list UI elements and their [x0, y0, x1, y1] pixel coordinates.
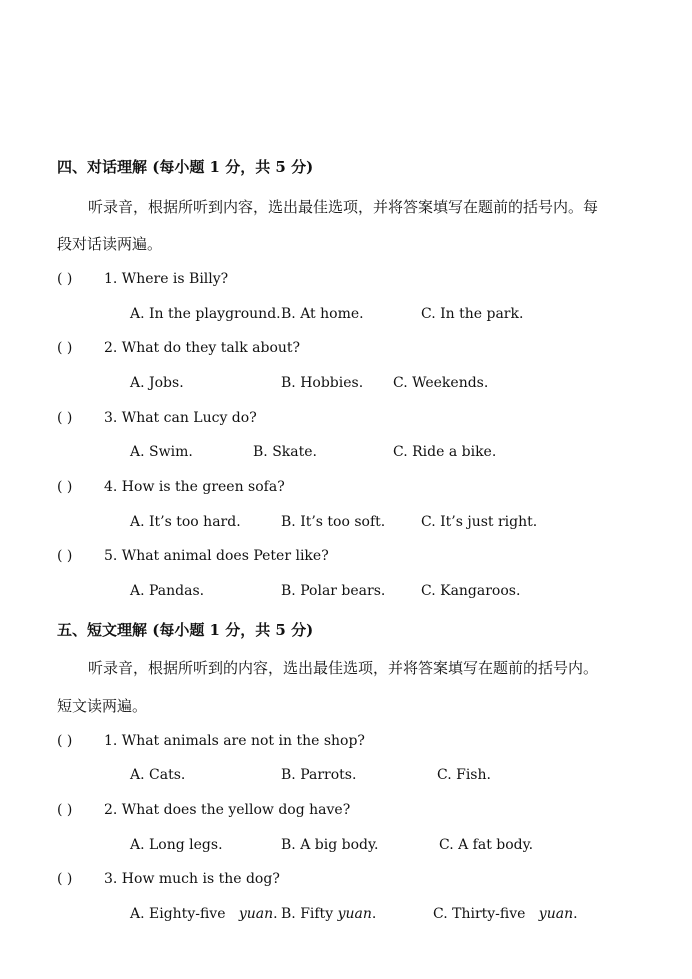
option-c: C. Fish. [437, 767, 491, 783]
question-text: 4. How is the green sofa? [104, 479, 285, 495]
answer-bracket[interactable]: ( ) [57, 340, 73, 356]
option-b: B. Skate. [253, 444, 317, 460]
option-a: A. It’s too hard. [130, 514, 241, 530]
section-4-heading: 四、对话理解 (每小题 1 分，共 5 分) [57, 158, 314, 176]
option-b [281, 906, 376, 922]
option-a-unit: yuan [238, 906, 274, 922]
option-a: A. Swim. [130, 444, 193, 460]
option-c: C. Kangaroos. [421, 583, 521, 599]
option-a: A. In the playground. [130, 306, 281, 322]
answer-bracket[interactable]: ( ) [57, 410, 73, 426]
answer-bracket[interactable]: ( ) [57, 733, 73, 749]
section-5-heading: 五、短文理解 (每小题 1 分，共 5 分) [57, 621, 314, 639]
option-b-dot: . [371, 906, 377, 922]
option-a-dot: . [273, 906, 278, 922]
option-b: B. It’s too soft. [281, 514, 386, 530]
option-c: C. It’s just right. [421, 514, 538, 530]
option-c: C. Weekends. [393, 375, 489, 391]
option-c: C. Ride a bike. [393, 444, 497, 460]
option-c [433, 906, 578, 922]
option-b-text: B. Fifty [281, 906, 334, 922]
question-text: 3. How much is the dog? [104, 871, 280, 887]
answer-bracket[interactable]: ( ) [57, 479, 73, 495]
section-4-instruction-line-2: 段对话读两遍。 [57, 235, 163, 253]
option-b-unit: yuan [337, 906, 372, 922]
question-text: 1. What animals are not in the shop? [104, 733, 365, 749]
question-text: 1. Where is Billy? [104, 271, 229, 287]
option-a: A. Long legs. [130, 837, 223, 853]
option-a: A. Pandas. [130, 583, 205, 599]
question-text: 2. What do they talk about? [104, 340, 301, 356]
answer-bracket[interactable]: ( ) [57, 271, 73, 287]
option-a [130, 906, 278, 922]
answer-bracket[interactable]: ( ) [57, 871, 73, 887]
option-b: B. A big body. [281, 837, 379, 853]
option-b: B. Parrots. [281, 767, 357, 783]
section-5-instruction-line-1: 听录音，根据所听到的内容，选出最佳选项，并将答案填写在题前的括号内。 [88, 659, 599, 677]
question-text: 5. What animal does Peter like? [104, 548, 329, 564]
option-c: C. In the park. [421, 306, 524, 322]
option-b: B. Polar bears. [281, 583, 386, 599]
option-c-dot: . [573, 906, 578, 922]
question-text: 3. What can Lucy do? [104, 410, 257, 426]
answer-bracket[interactable]: ( ) [57, 802, 73, 818]
question-text: 2. What does the yellow dog have? [104, 802, 351, 818]
option-c-unit: yuan [538, 906, 574, 922]
option-c-text: C. Thirty-five [433, 906, 526, 922]
option-a: A. Cats. [130, 767, 186, 783]
answer-bracket[interactable]: ( ) [57, 548, 73, 564]
option-a-text: A. Eighty-five [130, 906, 226, 922]
section-5-instruction-line-2: 短文读两遍。 [57, 697, 148, 715]
option-a: A. Jobs. [130, 375, 184, 391]
option-b: B. At home. [281, 306, 364, 322]
option-b: B. Hobbies. [281, 375, 364, 391]
option-c: C. A fat body. [439, 837, 534, 853]
section-4-instruction-line-1: 听录音，根据所听到内容，选出最佳选项，并将答案填写在题前的括号内。每 [88, 198, 599, 216]
